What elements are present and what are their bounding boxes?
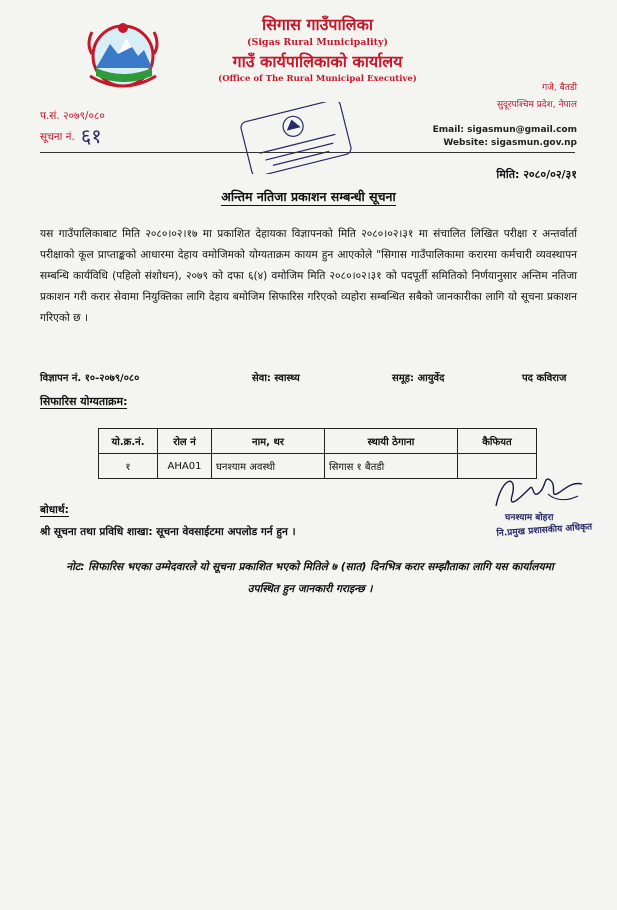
cell-roll: AHA01	[158, 454, 212, 479]
results-table	[98, 428, 537, 479]
fiscal-year: प.सं. २०७९/०८०	[40, 110, 105, 122]
nepal-emblem-logo	[80, 14, 166, 94]
municipality-name-en: (Sigas Rural Municipality)	[246, 37, 389, 48]
col-serial: यो.क्र.नं.	[99, 429, 158, 454]
notice-number-row	[40, 126, 105, 147]
header-divider	[40, 152, 575, 153]
cell-address: सिगास १ बैतडी	[325, 454, 458, 479]
recommendation-heading-text: सिफारिस योग्यताक्रम:	[40, 395, 128, 408]
cell-name: घनश्याम अवस्थी	[212, 454, 325, 479]
advert-number: विज्ञापन नं. १०-२०७९/०८०	[40, 373, 140, 384]
table-header-row	[99, 429, 537, 454]
address-line-1: गजे, बैतडी	[542, 83, 577, 93]
website[interactable]: Website: sigasmun.gov.np	[443, 138, 577, 148]
advert-group: समूह: आयुर्वेद	[392, 373, 445, 384]
contact-info	[433, 124, 577, 150]
advert-service: सेवा: स्वास्थ्य	[252, 373, 300, 384]
office-stamp	[237, 102, 355, 174]
notice-title-text: अन्तिम नतिजा प्रकाशन सम्बन्धी सूचना	[221, 189, 396, 204]
col-address: स्थायी ठेगाना	[325, 429, 458, 454]
address-line-2: सुदूरपश्चिम प्रदेश, नेपाल	[496, 100, 577, 110]
municipality-name-np: सिगास गाउँपालिका	[261, 15, 374, 34]
bodharth-recipient: श्री सूचना तथा प्रविधि शाखा: सूचना वेवसाईटमा अपलोड गर्न हुन ।	[40, 526, 296, 538]
signatory-title: नि.प्रमुख प्रशासकीय अधिकृत	[496, 522, 593, 539]
cell-serial: १	[99, 454, 158, 479]
col-name: नाम, थर	[212, 429, 325, 454]
reference-block	[40, 106, 105, 147]
col-remarks: कैफियत	[458, 429, 537, 454]
letterhead	[200, 14, 435, 86]
notice-title	[0, 188, 617, 205]
notice-number: ६१	[80, 124, 102, 148]
table-row	[99, 454, 537, 479]
signatory-name: घनश्याम बोहरा	[505, 513, 554, 523]
office-name-en: (Office of The Rural Municipal Executive)	[218, 74, 417, 84]
col-roll: रोल नं	[158, 429, 212, 454]
notice-body: यस गाउँपालिकाबाट मिति २०८०।०२।१७ मा प्रकाशित देहायका विज्ञापनको मिति २०८०।०२।३१ मा संचालित लिखित परीक्षा र अन्तर्वार्ता परीक्षाको कूल प्राप्ताङ्कको आधारमा देहाय वमोजिमको योग्यताक्रम कायम हुन आएकोले "सिगास गाउँपालिकामा करारमा कर्मचारी व्यवस्थापन सम्बन्धि कार्यविधि (पहिलो संशोधन), २०७९ को दफा ६(४) वमोजिम मिति २०८०।०२।३१ को पदपूर्ती समितिको निर्णयानुसार अन्तिम नतिजा प्रकाशन गरी करार सेवामा नियुक्तिका लागि देहाय बमोजिम सिफारिस गरिएको व्यहोरा सम्बन्धित सबैको जानकारीका लागि यो सूचना प्रकाशन गरिएको छ ।	[40, 228, 577, 324]
notice-footnote: नोट: सिफारिस भएका उम्मेदवारले यो सूचना प्रकाशित भएको मितिले ७ (सात) दिनभित्र करार सम्झौताका लागि यस कार्यालयमा उपस्थित हुन जानकारी गराइन्छ ।	[66, 561, 554, 595]
recommendation-heading	[40, 394, 127, 409]
office-address	[497, 80, 577, 114]
email[interactable]: Email: sigasmun@gmail.com	[432, 125, 577, 135]
advert-post: पद कविराज	[522, 373, 567, 384]
notice-date: मिति: २०८०/०२/३१	[496, 168, 577, 181]
bodharth-heading	[40, 503, 69, 517]
bodharth-label: बोधार्थ:	[40, 504, 69, 516]
office-name-np: गाउँ कार्यपालिकाको कार्यालय	[232, 52, 403, 71]
notice-number-label: सूचना नं.	[40, 131, 75, 143]
